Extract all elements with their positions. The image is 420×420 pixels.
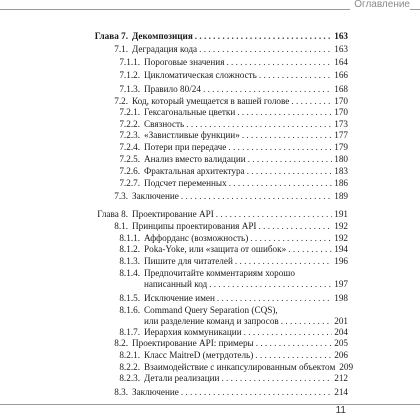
toc-entry-page: 183: [334, 166, 348, 176]
toc-entry: [132, 209, 348, 220]
toc-entry-page: 214: [334, 387, 348, 397]
toc-entry-title-cont: написанный код: [144, 279, 208, 289]
toc-entry-title: Класс MaitreD (метрдотель): [144, 350, 254, 360]
toc-entry-page: 198: [334, 293, 348, 303]
toc-entry-title: Гексагональные цветки: [144, 107, 236, 117]
dot-leader: [237, 107, 332, 118]
toc-entry-number: 8.1.7.: [119, 327, 140, 337]
toc-entry-page: 197: [334, 279, 348, 289]
toc-entry-page: 189: [334, 191, 348, 201]
dot-leader: [259, 221, 333, 232]
toc-entry-page: 164: [334, 57, 348, 67]
toc-entry-title: Пороговые значения: [144, 57, 225, 67]
toc-entry-number: 7.2.1.: [119, 107, 140, 117]
toc-entry-title: Деградация кода: [132, 44, 198, 54]
toc-entry-page: 196: [334, 256, 348, 266]
page-number: 11: [335, 405, 346, 416]
toc-entry-number: 7.2.2.: [119, 119, 140, 129]
toc-entry: [144, 154, 348, 165]
dot-leader: [226, 57, 332, 68]
dot-leader: [247, 166, 333, 177]
dot-leader: [228, 142, 332, 153]
toc-entry-page: 163: [334, 31, 348, 41]
toc-entry-number: 8.2.: [114, 338, 128, 348]
toc-entry-title: Потери при передаче: [144, 142, 227, 152]
toc-entry-number: 8.1.: [114, 221, 128, 231]
dot-leader: [244, 327, 333, 338]
toc-entry-number: Глава 8.: [97, 209, 128, 219]
toc-entry: [144, 256, 348, 267]
toc-entry-title-cont: или разделение команд и запросов: [144, 316, 279, 326]
dot-leader: [203, 84, 332, 95]
toc-entry-number: 7.2.3.: [119, 130, 140, 140]
dot-leader: [248, 154, 333, 165]
toc-entry: [144, 350, 348, 361]
toc-entry: [144, 362, 354, 373]
toc-entry-title: Аффорданс (возможность): [144, 233, 249, 243]
toc-entry-page: 204: [334, 327, 348, 337]
toc-entry-number: 7.2.5.: [119, 154, 140, 164]
toc-entry-number: 8.3.: [114, 387, 128, 397]
dot-leader: [216, 209, 332, 220]
toc-entry-page: 168: [334, 84, 348, 94]
toc-entry: [144, 70, 348, 81]
toc-entry-title: Связность: [144, 119, 185, 129]
toc-entry: [144, 142, 348, 153]
toc-entry: [132, 387, 348, 398]
dot-leader: [250, 233, 332, 244]
toc-entry: [132, 96, 348, 107]
toc-entry-title: Взаимодействие с инкапсулированным объектом: [144, 362, 336, 372]
toc-entry: [144, 166, 348, 177]
toc-entry-page: 173: [334, 119, 348, 129]
toc-entry: [144, 130, 348, 141]
dot-leader: [255, 350, 332, 361]
toc-entry-page: 186: [334, 178, 348, 188]
dot-leader: [221, 373, 332, 384]
dot-leader: [291, 96, 332, 107]
dot-leader: [242, 130, 332, 141]
toc-entry-title: Принципы проектирования API: [132, 221, 257, 231]
toc-entry: [132, 191, 348, 202]
toc-entry-title: «Завистливые функции»: [144, 130, 240, 140]
toc-entry-number: 7.1.1.: [119, 57, 140, 67]
running-header: [0, 0, 420, 10]
toc-entry-number: 8.1.5.: [119, 293, 140, 303]
toc-entry-page: 205: [334, 338, 348, 348]
toc-entry-page: 201: [334, 316, 348, 326]
dot-leader: [186, 119, 332, 130]
toc-entry: [144, 233, 348, 244]
toc-entry-number: 8.1.1.: [119, 233, 140, 243]
toc-entry-page: 192: [334, 233, 348, 243]
toc-entry: [144, 327, 348, 338]
toc-entry-page: 209: [339, 362, 354, 372]
dot-leader: [181, 387, 332, 398]
header-title: Оглавление: [350, 0, 410, 11]
toc-entry: [132, 338, 348, 349]
toc-entry: [144, 57, 348, 68]
toc-entry-number: 8.2.3.: [119, 373, 140, 383]
toc-entry: [144, 84, 348, 95]
toc-entry-number: 7.1.: [114, 44, 128, 54]
toc-entry-page: 192: [334, 221, 348, 231]
toc-entry-title: Исключение имен: [144, 293, 215, 303]
toc-entry-title: Правило 80/24: [144, 84, 201, 94]
toc-entry-number: 7.2.: [114, 96, 128, 106]
toc-entry-title: Предпочитайте комментариям хорошо: [144, 268, 295, 278]
toc-entry: [132, 31, 348, 42]
toc-entry-number: 7.2.4.: [119, 142, 140, 152]
toc-entry-page: 212: [334, 373, 348, 383]
toc-entry-number: 8.2.2.: [119, 362, 140, 372]
dot-leader: [217, 293, 332, 304]
toc-entry: [132, 221, 348, 232]
toc-entry: [144, 178, 348, 189]
toc-entry-page: 179: [334, 142, 348, 152]
toc-entry-page: 166: [334, 70, 348, 80]
toc-entry-page: 170: [334, 107, 348, 117]
toc-entry: [144, 244, 348, 255]
toc-entry: [144, 305, 348, 327]
toc-entry: [144, 293, 348, 304]
toc-entry: [144, 373, 348, 384]
toc-entry-number: 7.3.: [114, 191, 128, 201]
toc-entry-title: Проектирование API: примеры: [132, 338, 254, 348]
dot-leader: [259, 70, 332, 81]
toc-entry-title: Декомпозиция: [132, 31, 193, 41]
toc-entry-number: 7.2.7.: [119, 178, 140, 188]
toc-entry: [144, 119, 348, 130]
toc-entry: [144, 268, 348, 290]
toc-entry-number: 8.2.1.: [119, 350, 140, 360]
dot-leader: [229, 178, 333, 189]
toc-entry-title: Проектирование API: [132, 209, 214, 219]
toc-entry-title: Анализ вместо валидации: [144, 154, 246, 164]
toc-entry-page: 206: [334, 350, 348, 360]
toc-entry-title: Command Query Separation (CQS),: [144, 305, 278, 315]
dot-leader: [256, 338, 333, 349]
footer-rule: [0, 404, 420, 405]
dot-leader: [235, 256, 332, 267]
toc-entry-page: 170: [334, 96, 348, 106]
toc-entry-page: 163: [334, 44, 348, 54]
toc-entry-title: Заключение: [132, 191, 179, 201]
toc-entry-title: Пишите для читателей: [144, 256, 233, 266]
toc-entry-title: Фрактальная архитектура: [144, 166, 245, 176]
toc-entry-page: 180: [334, 154, 348, 164]
toc-entry-page: 177: [334, 130, 348, 140]
toc-entry-title: Подсчет переменных: [144, 178, 227, 188]
toc-entry-title: Код, который умещается в вашей голове: [132, 96, 290, 106]
dot-leader: [209, 279, 332, 290]
toc-entry-title: Иерархия коммуникации: [144, 327, 242, 337]
dot-leader: [281, 316, 332, 327]
toc-entry-number: 7.1.2.: [119, 70, 140, 80]
dot-leader: [181, 191, 332, 202]
toc-entry-title: Детали реализации: [144, 373, 220, 383]
toc-entry-number: 8.1.6.: [119, 305, 140, 315]
toc-entry-number: 7.2.6.: [119, 166, 140, 176]
toc-entry-title: Цикломатическая сложность: [144, 70, 257, 80]
dot-leader: [199, 44, 332, 55]
toc-entry-number: 7.1.3.: [119, 84, 140, 94]
toc-entry: [144, 107, 348, 118]
toc-entry: [132, 44, 348, 55]
toc-entry-number: 8.1.4.: [119, 268, 140, 278]
dot-leader: [288, 244, 332, 255]
toc-entry-page: 194: [334, 244, 348, 254]
dot-leader: [195, 31, 332, 42]
toc-entry-number: Глава 7.: [94, 31, 128, 41]
toc-entry-number: 8.1.2.: [119, 244, 140, 254]
toc-entry-page: 191: [334, 209, 348, 219]
toc-entry-title: Poka-Yoke, или «защита от ошибок»: [144, 244, 287, 254]
toc-entry-number: 8.1.3.: [119, 256, 140, 266]
toc-entry-title: Заключение: [132, 387, 179, 397]
